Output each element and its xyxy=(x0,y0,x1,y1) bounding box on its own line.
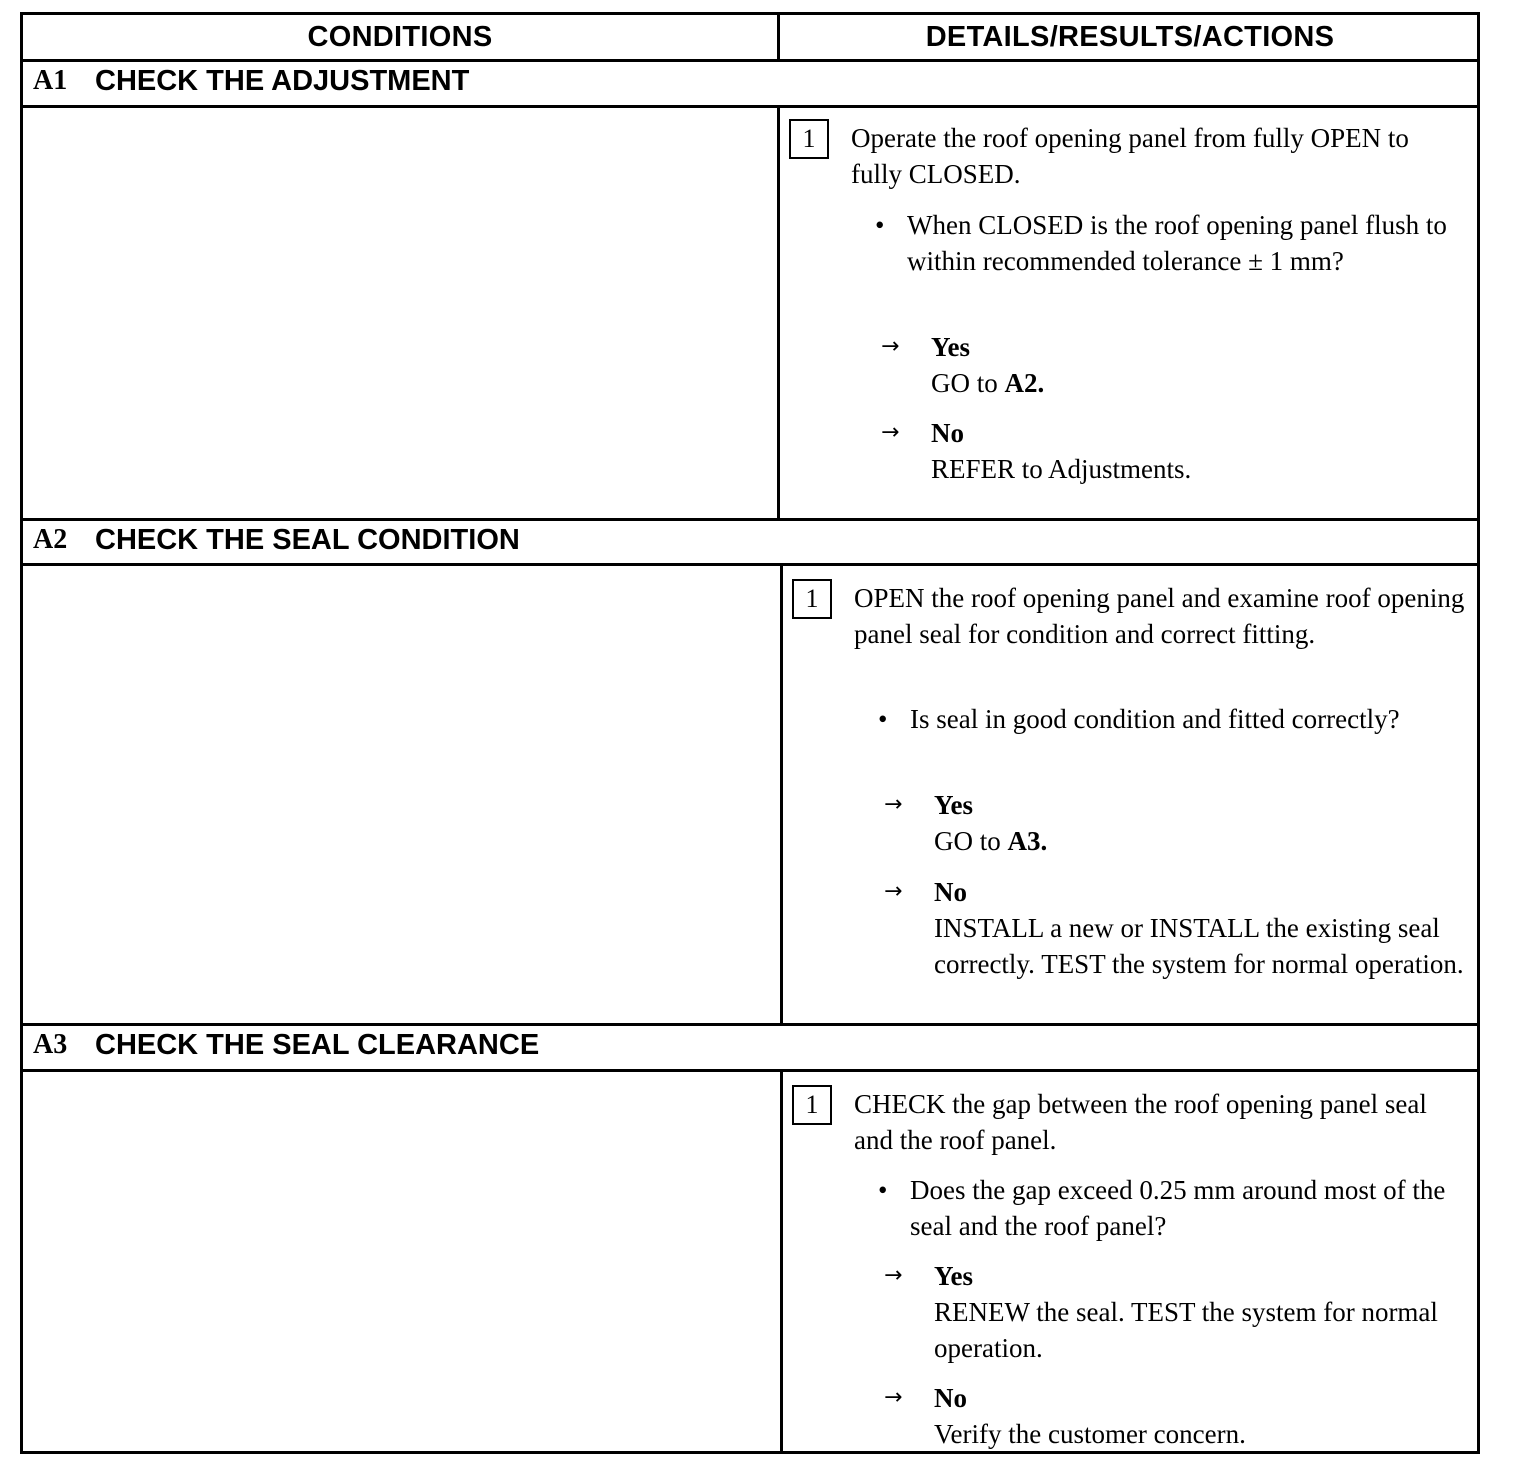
goto-reference: A2. xyxy=(1004,368,1045,398)
answer-yes xyxy=(881,329,1471,401)
step-instruction: CHECK the gap between the roof opening panel seal and the roof panel. xyxy=(854,1089,1427,1155)
section-a2-title xyxy=(33,518,520,562)
column-header-conditions: CONDITIONS xyxy=(307,20,493,53)
answer-yes xyxy=(884,787,1474,859)
answer-no xyxy=(881,415,1471,487)
section-code: A1 xyxy=(33,65,68,96)
answer-no xyxy=(884,874,1474,982)
rule-a2-divider xyxy=(780,563,783,1023)
arrow-right-icon: → xyxy=(881,334,900,359)
step-instruction: OPEN the roof opening panel and examine roof opening panel seal for condition and correct fitting. xyxy=(854,583,1465,649)
question-text: When CLOSED is the roof opening panel flush to within recommended tolerance ± 1 mm? xyxy=(907,210,1447,276)
action-text: GO to xyxy=(931,368,1005,398)
arrow-right-icon: → xyxy=(884,879,903,904)
goto-reference: A3. xyxy=(1007,826,1048,856)
column-header-details: DETAILS/RESULTS/ACTIONS xyxy=(925,20,1335,53)
section-a3-details xyxy=(792,1085,1480,1450)
answer-yes-action xyxy=(931,365,1471,401)
arrow-right-icon: → xyxy=(884,792,903,817)
section-a1-title xyxy=(33,59,469,103)
question-text: Is seal in good condition and fitted correctly? xyxy=(910,704,1400,734)
question-bullet xyxy=(878,1172,1458,1244)
answer-yes-action: RENEW the seal. TEST the system for normal operation. xyxy=(934,1297,1438,1363)
answer-yes-label: Yes xyxy=(934,790,973,820)
bullet-icon: • xyxy=(878,1175,888,1205)
rule-a1-divider xyxy=(777,105,780,518)
question-bullet xyxy=(878,701,1458,737)
step-instruction: Operate the roof opening panel from fully OPEN to fully CLOSED. xyxy=(851,123,1409,189)
arrow-right-icon: → xyxy=(881,420,900,445)
bullet-icon: • xyxy=(878,704,888,734)
arrow-right-icon: → xyxy=(884,1385,903,1410)
answer-no-action: Verify the customer concern. xyxy=(934,1419,1246,1449)
section-a1-details xyxy=(789,119,1479,509)
answer-no-label: No xyxy=(934,1383,967,1413)
section-name: CHECK THE ADJUSTMENT xyxy=(95,64,470,97)
action-text: GO to xyxy=(934,826,1008,856)
rule-header-divider xyxy=(777,15,780,59)
answer-no-action: REFER to Adjustments. xyxy=(931,454,1192,484)
answer-yes-action xyxy=(934,823,1474,859)
section-a2-details xyxy=(792,579,1480,1019)
answer-no-action: INSTALL a new or INSTALL the existing seal correctly. TEST the system for normal operation. xyxy=(934,913,1464,979)
section-a3-title xyxy=(33,1023,539,1067)
answer-yes-label: Yes xyxy=(931,332,970,362)
bullet-icon: • xyxy=(875,210,885,240)
section-code: A2 xyxy=(33,524,68,555)
question-bullet xyxy=(875,207,1455,279)
step-number-box: 1 xyxy=(789,119,829,159)
arrow-right-icon: → xyxy=(884,1263,903,1288)
step-number-box: 1 xyxy=(792,1085,832,1125)
answer-no-label: No xyxy=(931,418,964,448)
diagnostic-table xyxy=(20,12,1480,1454)
question-text: Does the gap exceed 0.25 mm around most of the seal and the roof panel? xyxy=(910,1175,1446,1241)
rule-a1-title-bottom xyxy=(23,105,1477,108)
section-name: CHECK THE SEAL CLEARANCE xyxy=(95,1028,540,1061)
answer-no-label: No xyxy=(934,877,967,907)
rule-a3-title-bottom xyxy=(23,1069,1477,1072)
step-number-box: 1 xyxy=(792,579,832,619)
rule-a2-title-bottom xyxy=(23,563,1477,566)
answer-no xyxy=(884,1380,1474,1452)
section-code: A3 xyxy=(33,1029,68,1060)
section-name: CHECK THE SEAL CONDITION xyxy=(95,523,520,556)
answer-yes xyxy=(884,1258,1474,1366)
rule-a3-divider xyxy=(780,1069,783,1454)
answer-yes-label: Yes xyxy=(934,1261,973,1291)
